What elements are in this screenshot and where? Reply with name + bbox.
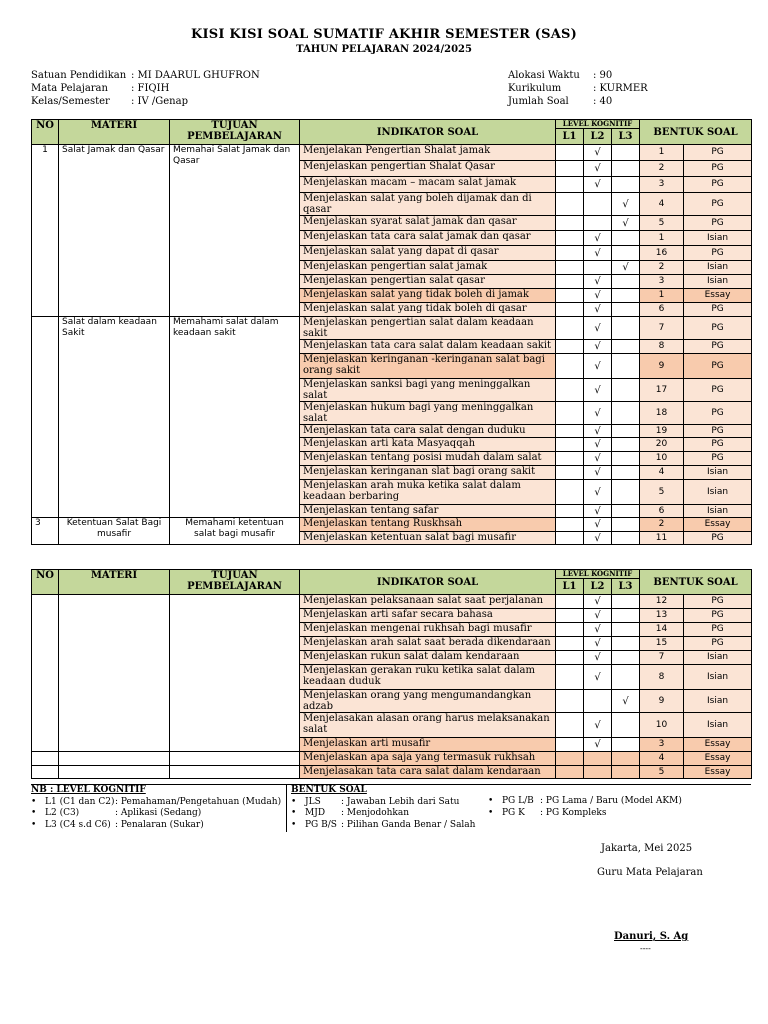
indikator-soal: Menjelaskan pengertian salat qasar: [300, 275, 556, 289]
indikator-soal: Menjelaskan pengertian Shalat Qasar: [300, 161, 556, 177]
level-l3-cell: [612, 466, 640, 480]
soal-number: 18: [640, 402, 684, 425]
soal-number: 3: [640, 275, 684, 289]
indikator-soal: Menjelaskan macam – macam salat jamak: [300, 177, 556, 193]
soal-number: 10: [640, 452, 684, 466]
soal-number: 9: [640, 354, 684, 379]
level-l3-cell: [612, 145, 640, 161]
col-bentuk-soal: BENTUK SOAL: [640, 120, 752, 145]
soal-number: 14: [640, 623, 684, 637]
soal-number: 5: [640, 480, 684, 505]
level-l2-cell: √: [584, 231, 612, 246]
level-l2-cell: √: [584, 246, 612, 261]
bentuk-soal: Isian: [684, 505, 752, 518]
indikator-soal: Menjelaskan keringanan slat bagi orang sakit: [300, 466, 556, 480]
col-level-kognitif: LEVEL KOGNITIF: [556, 120, 640, 129]
level-l2-cell: √: [584, 303, 612, 317]
materi-name: Salat dalam keadaan Sakit: [59, 317, 170, 518]
soal-number: 19: [640, 425, 684, 438]
level-l2-cell: √: [584, 177, 612, 193]
bentuk-soal: Isian: [684, 480, 752, 505]
bentuk-soal: PG: [684, 145, 752, 161]
bentuk-soal: PG: [684, 637, 752, 651]
soal-number: 15: [640, 637, 684, 651]
notes-vertical-divider: [286, 784, 287, 832]
indikator-soal: Menjelaskan arah salat saat berada dikendaraan: [300, 637, 556, 651]
level-l3-cell: [612, 246, 640, 261]
table-row: [32, 752, 752, 766]
level-l3-cell: [612, 177, 640, 193]
level-l2-cell: √: [584, 532, 612, 545]
level-l3-cell: [612, 340, 640, 354]
level-l3-cell: [612, 518, 640, 532]
indikator-soal: Menjelaskan syarat salat jamak dan qasar: [300, 216, 556, 231]
level-l1-cell: [556, 438, 584, 452]
col-indikator: INDIKATOR SOAL: [300, 120, 556, 145]
level-l3-cell: √: [612, 690, 640, 713]
bentuk-soal: Essay: [684, 289, 752, 303]
soal-number: 1: [640, 289, 684, 303]
table-row: [32, 145, 752, 161]
info-label: Kurikulum: [508, 83, 562, 94]
info-label: Alokasi Waktu: [508, 70, 580, 81]
level-l2-cell: √: [584, 480, 612, 505]
info-label: Kelas/Semester: [31, 96, 110, 107]
indikator-soal: Menjelaskan tata cara salat dalam keadaan sakit: [300, 340, 556, 354]
soal-number: 6: [640, 303, 684, 317]
level-l1-cell: [556, 354, 584, 379]
level-l3-cell: √: [612, 193, 640, 216]
col-l2: L2: [584, 129, 612, 145]
level-l1-cell: [556, 317, 584, 340]
bentuk-soal: PG: [684, 246, 752, 261]
signature-name: Danuri, S. Ag: [614, 931, 689, 942]
level-l3-cell: [612, 438, 640, 452]
soal-number: 8: [640, 665, 684, 690]
level-l1-cell: [556, 340, 584, 354]
level-l3-cell: [612, 161, 640, 177]
indikator-soal: Menjelaskan tentang safar: [300, 505, 556, 518]
bentuk-soal: Isian: [684, 231, 752, 246]
indikator-soal: Menjelaskan apa saja yang termasuk rukhsah: [300, 752, 556, 766]
indikator-soal: Menjelaskan sanksi bagi yang meninggalkan salat: [300, 379, 556, 402]
table-row: [32, 595, 752, 609]
level-l2-cell: √: [584, 637, 612, 651]
indikator-soal: Menjelaskan ketentuan salat bagi musafir: [300, 532, 556, 545]
info-row: [31, 95, 260, 108]
level-l2-cell: √: [584, 317, 612, 340]
indikator-soal: Menjelaskan salat yang tidak boleh di jamak: [300, 289, 556, 303]
notes-level-title: NB : LEVEL KOGNITIF: [31, 785, 146, 795]
info-value: : IV /Genap: [131, 96, 188, 107]
level-l1-cell: [556, 752, 584, 766]
col-indikator: INDIKATOR SOAL: [300, 570, 556, 595]
tujuan-pembelajaran: Memahai Salat Jamak dan Qasar: [170, 145, 300, 317]
indikator-soal: Menjelaskan tata cara salat jamak dan qasar: [300, 231, 556, 246]
bentuk-soal: PG: [684, 379, 752, 402]
level-l1-cell: [556, 303, 584, 317]
level-l2-cell: √: [584, 145, 612, 161]
level-l1-cell: [556, 713, 584, 738]
col-tujuan: TUJUAN PEMBELAJARAN: [170, 120, 300, 145]
tujuan-pembelajaran: [170, 766, 300, 779]
bentuk-soal: Essay: [684, 766, 752, 779]
table-row: [32, 317, 752, 340]
signature-sub: ----: [640, 944, 651, 953]
signature-place-date: Jakarta, Mei 2025: [601, 843, 693, 854]
indikator-soal: Menjelaskan arah muka ketika salat dalam keadaan berbaring: [300, 480, 556, 505]
level-l3-cell: [612, 317, 640, 340]
indikator-soal: Menjelaskan rukun salat dalam kendaraan: [300, 651, 556, 665]
level-l2-cell: √: [584, 466, 612, 480]
level-l2-cell: √: [584, 452, 612, 466]
col-l3: L3: [612, 579, 640, 595]
bentuk-soal: Isian: [684, 261, 752, 275]
materi-no: [32, 595, 59, 752]
indikator-soal: Menjelaskan arti kata Masyaqqah: [300, 438, 556, 452]
indikator-soal: Menjelaskan pengertian salat jamak: [300, 261, 556, 275]
indikator-soal: Menjelaskan salat yang boleh dijamak dan di qasar: [300, 193, 556, 216]
bentuk-soal: PG: [684, 425, 752, 438]
level-l1-cell: [556, 145, 584, 161]
level-l1-cell: [556, 690, 584, 713]
level-l2-cell: √: [584, 402, 612, 425]
level-l2-cell: [584, 766, 612, 779]
soal-number: 7: [640, 317, 684, 340]
indikator-soal: Menjelaskan tata cara salat dengan duduku: [300, 425, 556, 438]
indikator-soal: Menjelaskan hukum bagi yang meninggalkan salat: [300, 402, 556, 425]
bentuk-soal: Isian: [684, 665, 752, 690]
info-row: [31, 69, 260, 82]
col-l2: L2: [584, 579, 612, 595]
info-right: [508, 69, 648, 108]
col-bentuk-soal: BENTUK SOAL: [640, 570, 752, 595]
info-value: : 40: [593, 96, 613, 107]
document-subtitle: TAHUN PELAJARAN 2024/2025: [296, 44, 472, 55]
level-l2-cell: √: [584, 738, 612, 752]
level-l2-cell: √: [584, 289, 612, 303]
indikator-soal: Menjelaskan mengenai rukhsah bagi musafir: [300, 623, 556, 637]
info-value: : KURMER: [593, 83, 648, 94]
level-l3-cell: √: [612, 216, 640, 231]
level-l2-cell: √: [584, 425, 612, 438]
info-row: [508, 69, 648, 82]
bentuk-soal: PG: [684, 532, 752, 545]
soal-number: 3: [640, 738, 684, 752]
level-l1-cell: [556, 177, 584, 193]
soal-number: 4: [640, 466, 684, 480]
info-value: : MI DAARUL GHUFRON: [131, 70, 260, 81]
level-l1-cell: [556, 518, 584, 532]
indikator-soal: Menjelaskan salat yang tidak boleh di qasar: [300, 303, 556, 317]
level-l2-cell: √: [584, 609, 612, 623]
indikator-soal: Menjelaskan tentang posisi mudah dalam salat: [300, 452, 556, 466]
notes-bentuk-item: • PG K : PG Kompleks: [488, 807, 607, 818]
indikator-soal: Menjelaskan gerakan ruku ketika salat dalam keadaan duduk: [300, 665, 556, 690]
col-l1: L1: [556, 579, 584, 595]
level-l2-cell: √: [584, 623, 612, 637]
level-l3-cell: [612, 289, 640, 303]
level-l2-cell: √: [584, 665, 612, 690]
info-row: [508, 95, 648, 108]
level-l3-cell: [612, 609, 640, 623]
indikator-soal: Menjelaskan pelaksanaan salat saat perjalanan: [300, 595, 556, 609]
col-no: NO: [32, 570, 59, 595]
soal-number: 1: [640, 145, 684, 161]
tujuan-pembelajaran: Memahami ketentuan salat bagi musafir: [170, 518, 300, 545]
soal-number: 4: [640, 752, 684, 766]
kisi-table-2: [31, 569, 752, 779]
materi-name: [59, 766, 170, 779]
soal-number: 5: [640, 216, 684, 231]
info-label: Jumlah Soal: [508, 96, 569, 107]
level-l1-cell: [556, 452, 584, 466]
soal-number: 11: [640, 532, 684, 545]
level-l2-cell: √: [584, 379, 612, 402]
col-level-kognitif: LEVEL KOGNITIF: [556, 570, 640, 579]
level-l3-cell: [612, 505, 640, 518]
soal-number: 10: [640, 713, 684, 738]
level-l3-cell: [612, 452, 640, 466]
document-title: KISI KISI SOAL SUMATIF AKHIR SEMESTER (SAS): [191, 27, 577, 42]
notes-bentuk: [291, 785, 475, 831]
notes-bentuk-item: • PG L/B : PG Lama / Baru (Model AKM): [488, 796, 682, 806]
materi-no: 1: [32, 145, 59, 317]
level-l1-cell: [556, 466, 584, 480]
info-value: : 90: [593, 70, 613, 81]
indikator-soal: Menjelaskan arti musafir: [300, 738, 556, 752]
table-row: [32, 766, 752, 779]
bentuk-soal: Isian: [684, 466, 752, 480]
level-l3-cell: [612, 480, 640, 505]
materi-name: Ketentuan Salat Bagi musafir: [59, 518, 170, 545]
indikator-soal: Menjelaskan pengertian salat dalam keadaan sakit: [300, 317, 556, 340]
indikator-soal: Menjelasakan tata cara salat dalam kendaraan: [300, 766, 556, 779]
notes-bentuk-item: • MJD : Menjodohkan: [291, 808, 410, 818]
soal-number: 2: [640, 161, 684, 177]
indikator-soal: Menjelaskan tentang Ruskhsah: [300, 518, 556, 532]
bentuk-soal: PG: [684, 193, 752, 216]
bentuk-soal: PG: [684, 609, 752, 623]
bentuk-soal: PG: [684, 216, 752, 231]
soal-number: 20: [640, 438, 684, 452]
level-l3-cell: [612, 379, 640, 402]
level-l1-cell: [556, 532, 584, 545]
level-l1-cell: [556, 766, 584, 779]
bentuk-soal: Isian: [684, 690, 752, 713]
bentuk-soal: Essay: [684, 518, 752, 532]
indikator-soal: Menjelaskan salat yang dapat di qasar: [300, 246, 556, 261]
notes-level-item: • L2 (C3) : Aplikasi (Sedang): [31, 808, 202, 818]
soal-number: 4: [640, 193, 684, 216]
level-l1-cell: [556, 651, 584, 665]
notes-bentuk-title: BENTUK SOAL: [291, 785, 367, 795]
notes-bentuk-item: • JLS : Jawaban Lebih dari Satu: [291, 796, 460, 807]
indikator-soal: Menjelaskan orang yang mengumandangkan adzab: [300, 690, 556, 713]
level-l3-cell: √: [612, 261, 640, 275]
col-no: NO: [32, 120, 59, 145]
materi-name: [59, 595, 170, 752]
level-l1-cell: [556, 193, 584, 216]
tujuan-pembelajaran: [170, 595, 300, 752]
soal-number: 3: [640, 177, 684, 193]
soal-number: 9: [640, 690, 684, 713]
level-l1-cell: [556, 609, 584, 623]
level-l2-cell: √: [584, 438, 612, 452]
soal-number: 5: [640, 766, 684, 779]
level-l2-cell: [584, 690, 612, 713]
info-label: Satuan Pendidikan: [31, 70, 127, 81]
level-l3-cell: [612, 275, 640, 289]
bentuk-soal: PG: [684, 438, 752, 452]
level-l3-cell: [612, 766, 640, 779]
col-tujuan: TUJUAN PEMBELAJARAN: [170, 570, 300, 595]
level-l3-cell: [612, 738, 640, 752]
level-l2-cell: √: [584, 595, 612, 609]
level-l3-cell: [612, 752, 640, 766]
notes-level-item: • L1 (C1 dan C2) : Pemahaman/Pengetahuan (Mudah): [31, 796, 282, 807]
materi-name: Salat Jamak dan Qasar: [59, 145, 170, 317]
bentuk-soal: PG: [684, 354, 752, 379]
bentuk-soal: Isian: [684, 651, 752, 665]
level-l2-cell: [584, 752, 612, 766]
soal-number: 6: [640, 505, 684, 518]
info-label: Mata Pelajaran: [31, 83, 108, 94]
tujuan-pembelajaran: Memahami salat dalam keadaan sakit: [170, 317, 300, 518]
bentuk-soal: PG: [684, 402, 752, 425]
soal-number: 16: [640, 246, 684, 261]
info-row: [31, 82, 260, 95]
bentuk-soal: PG: [684, 177, 752, 193]
indikator-soal: Menjelaskan keringanan -keringanan salat bagi orang sakit: [300, 354, 556, 379]
materi-no: [32, 317, 59, 518]
level-l3-cell: [612, 402, 640, 425]
table-row: [32, 518, 752, 532]
level-l1-cell: [556, 289, 584, 303]
bentuk-soal: PG: [684, 623, 752, 637]
bentuk-soal: PG: [684, 452, 752, 466]
level-l3-cell: [612, 303, 640, 317]
soal-number: 2: [640, 261, 684, 275]
signature-role: Guru Mata Pelajaran: [597, 867, 703, 878]
level-l3-cell: [612, 623, 640, 637]
soal-number: 8: [640, 340, 684, 354]
bentuk-soal: PG: [684, 595, 752, 609]
level-l1-cell: [556, 738, 584, 752]
notes-level-item: • L3 (C4 s.d C6) : Penalaran (Sukar): [31, 819, 204, 830]
bentuk-soal: Essay: [684, 738, 752, 752]
notes-bentuk-2: [488, 796, 682, 819]
level-l3-cell: [612, 713, 640, 738]
kisi-table-1: [31, 119, 752, 545]
level-l3-cell: [612, 665, 640, 690]
bentuk-soal: Isian: [684, 713, 752, 738]
level-l2-cell: √: [584, 518, 612, 532]
soal-number: 7: [640, 651, 684, 665]
level-l1-cell: [556, 261, 584, 275]
indikator-soal: Menjelasakan alasan orang harus melaksanakan salat: [300, 713, 556, 738]
level-l2-cell: √: [584, 340, 612, 354]
notes-bentuk-item: • PG B/S : Pilihan Ganda Benar / Salah: [291, 819, 476, 830]
level-l2-cell: √: [584, 505, 612, 518]
info-left: [31, 69, 260, 108]
tujuan-pembelajaran: [170, 752, 300, 766]
indikator-soal: Menjelakan Pengertian Shalat jamak: [300, 145, 556, 161]
soal-number: 12: [640, 595, 684, 609]
materi-name: [59, 752, 170, 766]
level-l1-cell: [556, 425, 584, 438]
bentuk-soal: PG: [684, 340, 752, 354]
bentuk-soal: Essay: [684, 752, 752, 766]
level-l1-cell: [556, 161, 584, 177]
level-l2-cell: √: [584, 275, 612, 289]
level-l3-cell: [612, 354, 640, 379]
level-l3-cell: [612, 637, 640, 651]
level-l1-cell: [556, 505, 584, 518]
level-l3-cell: [612, 651, 640, 665]
level-l1-cell: [556, 480, 584, 505]
level-l1-cell: [556, 623, 584, 637]
level-l3-cell: [612, 595, 640, 609]
col-materi: MATERI: [59, 570, 170, 595]
level-l1-cell: [556, 246, 584, 261]
level-l1-cell: [556, 402, 584, 425]
level-l2-cell: √: [584, 713, 612, 738]
level-l2-cell: [584, 216, 612, 231]
level-l1-cell: [556, 637, 584, 651]
col-l1: L1: [556, 129, 584, 145]
col-l3: L3: [612, 129, 640, 145]
bentuk-soal: PG: [684, 161, 752, 177]
bentuk-soal: Isian: [684, 275, 752, 289]
level-l1-cell: [556, 275, 584, 289]
level-l2-cell: √: [584, 354, 612, 379]
soal-number: 2: [640, 518, 684, 532]
bentuk-soal: PG: [684, 303, 752, 317]
level-l2-cell: [584, 193, 612, 216]
soal-number: 17: [640, 379, 684, 402]
info-value: : FIQIH: [131, 83, 170, 94]
level-l1-cell: [556, 216, 584, 231]
soal-number: 1: [640, 231, 684, 246]
level-l2-cell: √: [584, 651, 612, 665]
materi-no: [32, 766, 59, 779]
level-l1-cell: [556, 665, 584, 690]
notes-level: [31, 785, 281, 831]
level-l1-cell: [556, 595, 584, 609]
level-l3-cell: [612, 231, 640, 246]
materi-no: 3: [32, 518, 59, 545]
level-l1-cell: [556, 231, 584, 246]
level-l3-cell: [612, 532, 640, 545]
level-l2-cell: √: [584, 161, 612, 177]
soal-number: 13: [640, 609, 684, 623]
info-row: [508, 82, 648, 95]
indikator-soal: Menjelaskan arti safar secara bahasa: [300, 609, 556, 623]
level-l2-cell: [584, 261, 612, 275]
materi-no: [32, 752, 59, 766]
level-l3-cell: [612, 425, 640, 438]
col-materi: MATERI: [59, 120, 170, 145]
bentuk-soal: PG: [684, 317, 752, 340]
level-l1-cell: [556, 379, 584, 402]
